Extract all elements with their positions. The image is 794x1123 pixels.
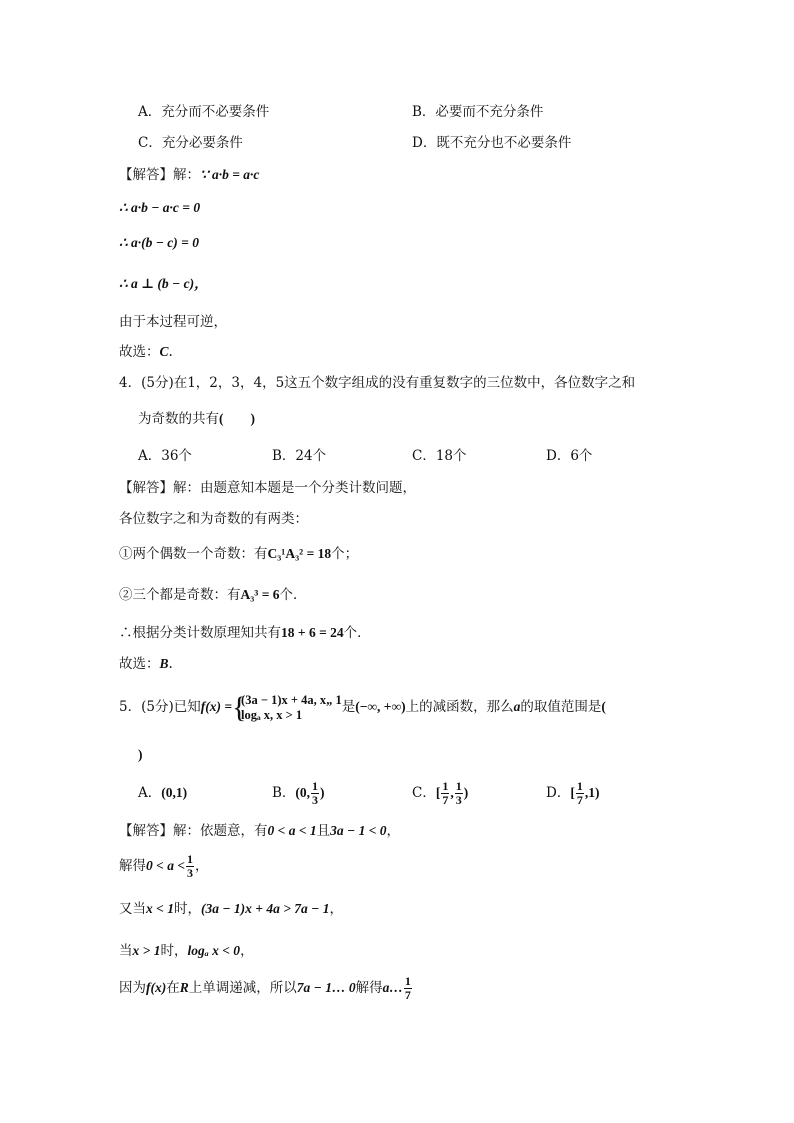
fraction-numerator: 1	[312, 779, 319, 793]
inequality: logₐ x < 0	[187, 943, 241, 958]
punct: ，	[386, 823, 401, 839]
fraction	[186, 853, 194, 880]
inequality: (3a − 1)x + 4a > 7a − 1	[200, 901, 330, 916]
solution-text: 当	[119, 943, 133, 959]
q5-stem-line-2	[138, 746, 143, 764]
answer-suffix: .	[168, 344, 173, 360]
q5-solution-line-2	[119, 851, 209, 881]
solution-text: 在	[166, 980, 180, 996]
q4-stem-line-1: 4．(5分)在1，2，3，4，5这五个数字组成的没有重复数字的三位数中，各位数字之和	[119, 375, 636, 391]
solution-text: 时，	[160, 943, 188, 959]
q5-solution-line-5	[119, 973, 413, 1003]
answer-suffix: .	[168, 656, 173, 672]
q3-option-d: D．既不充分也不必要条件	[412, 135, 572, 151]
set-r: R	[179, 980, 189, 995]
case-math: A₃³ = 6	[240, 587, 280, 602]
option-left: (0,	[295, 785, 311, 800]
piece-2: logₐ x, x > 1	[241, 707, 303, 722]
fraction	[311, 780, 319, 807]
fraction	[455, 780, 463, 807]
case-text: ②三个都是奇数：有	[119, 587, 241, 603]
option-label: D．	[546, 785, 571, 801]
solution-text: 依题意，有	[200, 823, 268, 839]
q4-option-d: D．6个	[546, 448, 593, 464]
inequality: x > 1	[132, 943, 161, 958]
solution-text: 时，	[173, 901, 201, 917]
solution-tag: 【解答】解：	[119, 167, 200, 183]
fraction	[441, 780, 449, 807]
q5-option-c	[412, 778, 468, 808]
case-text: ①两个偶数一个奇数：有	[119, 546, 268, 562]
q3-solution-line-1	[119, 166, 259, 184]
conjunction: 且	[316, 823, 331, 839]
q4-option-c: C．18个	[412, 448, 467, 464]
inequality: 3a − 1 < 0	[330, 823, 387, 838]
solution-text: 由题意知本题是一个分类计数问题，	[200, 480, 416, 496]
option-right: ,1)	[584, 785, 600, 800]
interval: (−∞, +∞)	[355, 699, 406, 714]
q3-answer-line	[119, 343, 173, 361]
option-label: C．	[412, 785, 436, 801]
conclusion-math: 18 + 6 = 24	[281, 625, 344, 640]
q5-stem-line-1	[119, 690, 606, 724]
vector-equation: ∴ a·(b − c) = 0	[119, 235, 199, 250]
solution-text: 解得	[355, 980, 383, 996]
answer-blank: ( )	[219, 411, 255, 426]
conclusion-text: ∴根据分类计数原理知共有	[119, 625, 281, 641]
fraction-denominator: 3	[312, 793, 319, 807]
q5-solution-line-1	[119, 822, 400, 840]
piecewise-function	[232, 690, 342, 724]
fraction-denominator: 7	[404, 988, 411, 1002]
option-right: )	[463, 785, 469, 800]
q3-option-b: B．必要而不充分条件	[412, 104, 544, 120]
q4-stem-text: 为奇数的共有	[138, 411, 219, 427]
inequality: a…	[382, 980, 403, 995]
punct: ，	[240, 943, 254, 959]
solution-tag: 【解答】解：	[119, 823, 200, 839]
conclusion-suffix: 个．	[343, 625, 371, 641]
option-value: (0,1)	[161, 785, 188, 800]
fraction	[404, 975, 412, 1002]
solution-text: 又当	[119, 901, 146, 917]
answer-letter: C	[159, 344, 169, 359]
q4-answer-line	[119, 655, 173, 673]
solution-text: 上单调递减，所以	[188, 980, 297, 996]
answer-letter: B	[159, 656, 169, 671]
option-label: B．	[272, 785, 296, 801]
inequality: x < 1	[146, 901, 174, 916]
fraction-denominator: 3	[187, 866, 194, 880]
q4-solution-line-2: 各位数字之和为奇数的有两类：	[119, 511, 308, 527]
vector-equation: ∵ a·b = a·c	[200, 167, 260, 182]
inequality: 0 < a <	[146, 858, 186, 873]
q5-solution-line-3	[119, 900, 343, 918]
q3-solution-line-4	[119, 275, 208, 293]
paren-close: )	[138, 747, 143, 762]
q3-solution-line-3	[119, 234, 199, 252]
q5-solution-line-4	[119, 942, 254, 960]
q5-mid: 是	[341, 699, 356, 715]
fraction-numerator: 1	[442, 779, 449, 793]
q3-solution-line-2	[119, 199, 200, 217]
variable-a: a	[513, 699, 521, 714]
q3-option-c: C．充分必要条件	[138, 135, 243, 151]
q5-option-b	[272, 778, 325, 808]
function-name: f(x)	[146, 980, 167, 995]
vector-equation: ∴ a ⊥ (b − c)，	[119, 276, 208, 291]
option-left: [	[570, 785, 575, 800]
punct: ，	[329, 901, 343, 917]
q3-solution-line-5: 由于本过程可逆，	[119, 314, 227, 330]
solution-tag: 【解答】解：	[119, 480, 200, 496]
fraction-numerator: 1	[404, 974, 411, 988]
option-label: A．	[138, 785, 162, 801]
q4-option-b: B．24个	[272, 448, 327, 464]
q5-mid2: 上的减函数，那么	[405, 699, 514, 715]
q4-stem-line-2	[138, 410, 255, 428]
case-math: C₃¹A₃² = 18	[267, 546, 332, 561]
answer-prefix: 故选：	[119, 344, 160, 360]
q5-option-a	[138, 784, 187, 802]
fraction-numerator: 1	[187, 852, 194, 866]
q5-tail: 的取值范围是	[520, 699, 602, 715]
q5-prefix: 5．(5分)已知	[119, 699, 201, 715]
fraction-denominator: 3	[455, 793, 462, 807]
fraction-denominator: 7	[442, 793, 449, 807]
option-left: [	[435, 785, 441, 800]
option-right: )	[320, 785, 325, 800]
vector-equation: ∴ a·b − a·c = 0	[119, 200, 201, 215]
q4-solution-line-1	[119, 479, 416, 497]
q4-option-a: A．36个	[138, 448, 192, 464]
function-name: f(x) =	[200, 699, 233, 714]
inequality: 0 < a < 1	[267, 823, 317, 838]
option-comma: ,	[450, 785, 454, 800]
q3-option-a: A．充分而不必要条件	[138, 104, 270, 120]
solution-text: 解得	[119, 858, 146, 874]
fraction	[576, 780, 584, 807]
brace-symbol: {	[232, 690, 247, 724]
case-suffix: 个．	[279, 587, 307, 603]
solution-text: 因为	[119, 980, 146, 996]
q4-solution-case-2	[119, 586, 307, 604]
q4-solution-conclusion	[119, 624, 371, 642]
q4-solution-case-1	[119, 545, 358, 563]
q5-option-d	[546, 778, 599, 808]
fraction-numerator: 1	[455, 779, 462, 793]
punct: ，	[195, 858, 209, 874]
answer-prefix: 故选：	[119, 656, 160, 672]
paren-open: (	[601, 699, 606, 714]
piece-1: (3a − 1)x + 4a, x„ 1	[241, 692, 342, 707]
fraction-denominator: 7	[576, 793, 583, 807]
inequality: 7a − 1… 0	[296, 980, 356, 995]
case-suffix: 个；	[331, 546, 359, 562]
fraction-numerator: 1	[576, 779, 583, 793]
